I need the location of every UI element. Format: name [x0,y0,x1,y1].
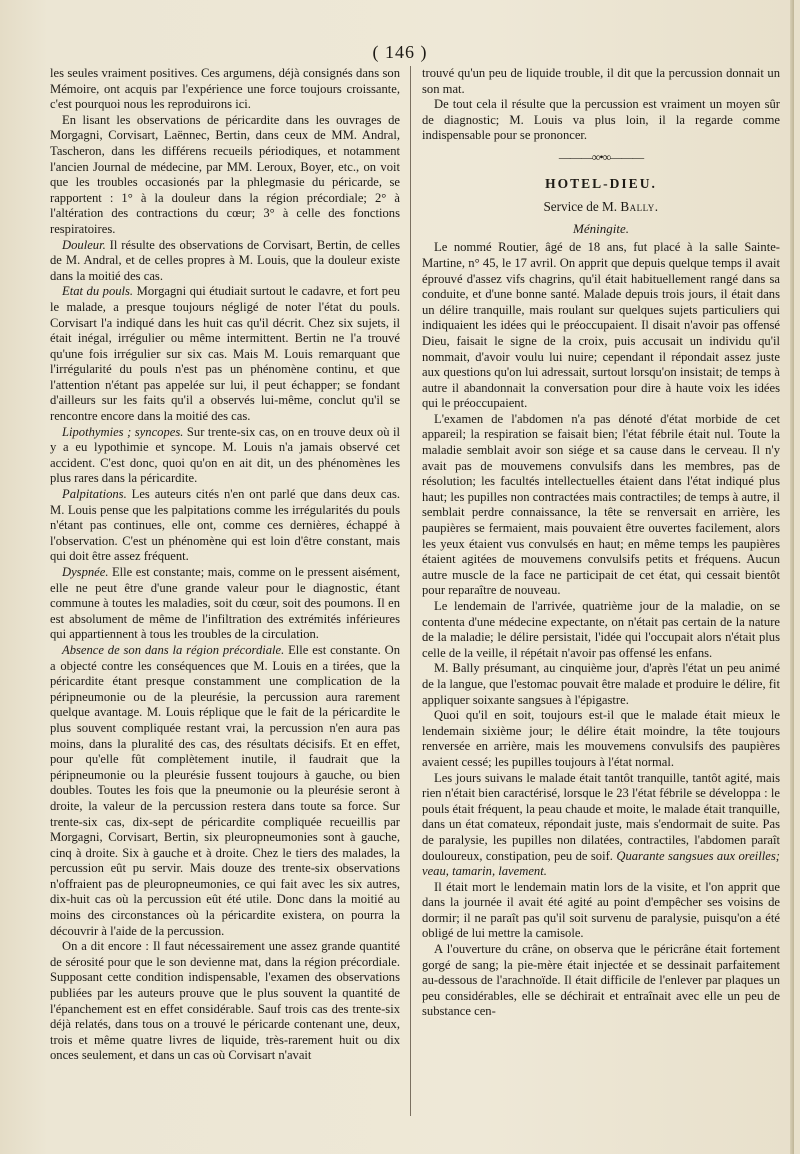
paragraph [50,643,400,939]
paragraph [50,66,400,113]
paragraph-heading: Etat du pouls. [62,284,134,299]
paragraph-text: L'examen de l'abdomen n'a pas dénoté d'état morbide de cet appareil; la respiration se faisait bien; l'état fébrile était nul. Toute la maladie semblait avoir son siége et sa cause dans le cerveau. Il n'y avait pas de mouvemens convulsifs dans les membres, pas de résolution; les facultés intellectuelles étaient dans l'état indiqué plus haut; les pupilles non contractées mais contractiles; de temps à autre, il semblait perdre connaissance, la tête se renversait en arrière, les paupières se fermaient, mais pouvaient être ouvertes facilement, alors les yeux étaient vus convulsés en haut; en même temps les paupières étaient agitées de mouvemens convulsifs petits et fréquens. Aucun autre muscle de la face ne participait de cet état, qui cessait bientôt pour reparaître de nouveau. [422,411,780,598]
paragraph-text: Morgagni qui étudiait surtout le cadavre, et fort peu le malade, a presque toujours négligé de noter l'état du pouls. Corvisart l'a indiqué dans les huit cas qu'il décrit. Chez six sujets, il était inégal, irrégulier ou même intermittent. Bertin ne l'a trouvé qu'une fois irrégulier sur six cas. Mais M. Louis remarquant que l'irrégularité du pouls n'est pas un phénomène continu, et que l'attention n'étant pas appelée sur lui, il peut échapper; se fondant d'ailleurs sur les faits qu'il a observés lui-même, conclut qu'il se rencontre encore dans la moitié des cas. [50,284,400,424]
paragraph-text: Les auteurs cités n'en ont parlé que dans deux cas. M. Louis pense que les palpitations comme les irrégularités du pouls n'étant pas continues, elle ont, comme ces dernières, échappé à l'observation. C'est un phénomène qui est loin d'être constant, mais qui doit être assez fréquent. [50,487,400,564]
paragraph-heading: Absence de son dans la région précordiale. [62,642,285,657]
service-line [422,199,780,215]
paragraph [50,238,400,285]
paragraph [50,425,400,487]
paragraph-text: On a dit encore : Il faut nécessairement une assez grande quantité de sérosité pour que le son devienne mat, dans la région précordiale. Supposant cette condition indispensable, l'examen des observations publiées par les auteurs prouve que le plus souvent la quantité de l'épanchement est en effet considérable. Sauf trois cas des trente-six déjà relatés, dans tous on a trouvé le péricarde contenant une, deux, trois et même quatre livres de liquide, très-rarement huit ou dix onces seulement, et dans un cas où Corvisart n'avait [50,939,400,1063]
paragraph-text: Il était mort le lendemain matin lors de la visite, et l'on apprit que dans la journée il avait été agité au point d'empêcher ses voisins de dormir; il ne paraît pas qu'il soit survenu de paralysie, puisqu'on a été obligé de lui mettre la camisole. [422,879,780,941]
paragraph [50,487,400,565]
page-edge [790,0,794,1154]
paragraph-heading: Lipothymies ; syncopes. [62,424,184,439]
service-name: Bally. [620,199,659,215]
paragraph-text: En lisant les observations de péricardite dans les ouvrages de Morgagni, Corvisart, Laënnec, Bertin, dans ceux de MM. Andral, Tascheron, dans les différens recueils périodiques, et notamment l'ancien Journal de médecine, par MM. Leroux, Boyer, etc., on voit que les troubles occasionés par la phlegmasie du péricarde, se rapportent : 1° à la douleur dans la région précordiale; 2° à l'altération des contractions du cœur; 3° à celle des fonctions respiratoires. [50,112,400,236]
paragraph-text: les seules vraiment positives. Ces argumens, déjà consignés dans son Mémoire, ont acquis par l'expérience une force toujours croissante, c'est pourquoi nous les reproduirons ici. [50,66,400,112]
section-ornament: ———∞•∞——— [558,149,644,164]
paragraph-text: Le nommé Routier, âgé de 18 ans, fut placé à la salle Sainte-Martine, n° 45, le 17 avril. On apprit que depuis quelque temps il avait éprouvé d'assez vifs chagrins, qu'il était habituellement rangé dans sa conduite, et d'une bonne santé. Malade depuis trois jours, il était dans un délire tranquille, mais roulant sur quelques sujets particuliers qui indiquaient les idées qui le préoccupaient. Il disait n'avoir pas offensé Dieu, faisait le signe de la croix, puis accusait un individu qu'il nommait, d'avoir voulu lui nuire; cependant il répondait assez juste aux questions qu'on lui adressait, surtout lorsqu'on insistait; de temps à autre il abandonnait la conversation pour dire à haute voix les idées qui le préoccupaient. [422,240,780,411]
right-column-body [422,240,780,1020]
service-prefix: Service de M. [543,199,621,215]
paragraph [50,565,400,643]
paragraph [50,939,400,1064]
paragraph-text: M. Bally présumant, au cinquième jour, d'après l'état un peu animé de la langue, que l'estomac pouvait être malade et produire le délire, fit appliquer soixante sangsues à l'épigastre. [422,661,780,707]
paragraph-text: Le lendemain de l'arrivée, quatrième jour de la maladie, on se contenta d'une médecine expectante, on n'était pas certain de la nature de la maladie; le délire persistait, l'idée qui l'occupait alors n'était plus celle de la veille, il répétait n'avoir pas offensé les enfans. [422,599,780,660]
right-column-intro [422,66,780,144]
page-number: ( 146 ) [372,42,428,62]
paragraph [422,661,780,708]
paragraph-heading: Palpitations. [62,487,127,502]
paragraph [422,942,780,1020]
right-column [422,66,780,1020]
paragraph [422,66,780,97]
prescription-text: Quarante sangsues aux oreilles; veau, tamarin, lavement. [422,848,780,879]
paragraph [422,412,780,599]
paragraph-text: Elle est constante; mais, comme on le pressent aisément, elle ne peut être d'une grande valeur pour le diagnostic, étant commune à toutes les maladies, soit du cœur, soit des poumons. Il en est absolument de même de l'infiltration des extrémités inférieures qui appartiennent à tous les troubles de la circulation. [50,565,400,642]
paragraph [50,284,400,424]
paragraph-text: A l'ouverture du crâne, on observa que le péricrâne était fortement gorgé de sang; la pie-mère était injectée et se dessinait parfaitement au-dessous de l'arachnoïde. Il était difficile de l'enlever par plaques un peu considérables, elle se déchirait et entraînait avec elle un peu de substance cen- [422,942,780,1019]
paragraph-text: Quoi qu'il en soit, toujours est-il que le malade était mieux le lendemain sixième jour; le délire était moindre, la tête toujours renversée en arrière, mais les mouvemens convulsifs des paupières avaient cessé; les pupilles toujours à l'état normal. [422,708,780,769]
paragraph [422,240,780,412]
paragraph [50,113,400,238]
hospital-title: HOTEL-DIEU. [545,175,657,191]
paragraph-heading: Douleur. [62,237,106,252]
paragraph [422,599,780,661]
paragraph [422,880,780,942]
paragraph [422,708,780,770]
case-title: Méningite. [573,220,629,236]
paragraph-text: Les jours suivans le malade était tantôt tranquille, tantôt agité, mais rien n'était bien caractérisé, lorsque le 23 l'état fébrile se développa : le pouls était fréquent, la peau chaude et moite, le malade était tranquille, dans un état comateux, répondait juste, mais s'endormait de suite. Pas de paralysie, les pupilles non dilatées, contractiles, l'abdomen paraît douloureux, constipation, peu de soif. [422,770,780,863]
left-column [50,66,400,1064]
paragraph-text: trouvé qu'un peu de liquide trouble, il dit que la percussion donnait un son mat. [422,66,780,96]
paragraph [422,97,780,144]
paragraph-heading: Dyspnée. [62,565,109,579]
column-divider [410,66,411,1116]
paragraph-text: Il résulte des observations de Corvisart, Bertin, de celles de M. Andral, et de celles propres à M. Louis, que la douleur existe dans la moitié des cas. [50,237,400,283]
paragraph [422,771,780,880]
paragraph-text: Sur trente-six cas, on en trouve deux où il y a eu lypothimie et syncope. M. Louis n'a jamais observé cet accident. C'est donc, quoi qu'on en ait dit, un des phénomènes les plus rares dans la péricardite. [50,424,401,486]
paragraph-text: Elle est constante. On a objecté contre les conséquences que M. Louis en a tirées, que la péricardite étant presque constamment une complication de la péripneumonie ou de la pleurésie, la percussion aura rarement quelque avantage. M. Louis réplique que le fait de la péricardite le plus souvent compliquée restant vrai, la percussion n'en aura pas moins, dans la pluralité des cas, des résultats décisifs. Et en effet, pour qu'elle fût complètement inutile, il faudrait que la péripneumonie ou la pleurésie fussent toujours à gauche, ou bien doubles. Toutes les fois que la pneumonie ou la pleurésie seront à droite, la valeur de la percussion restera dans toute sa force. Sur trente-six cas, dix-sept de péricardite compliquée recueillis par Morgagni, Corvisart, Bertin, six pleuropneumonies sont à gauche, cinq à droite. Six à gauche et à droite. Chez le tiers des malades, la percussion eût pu servir. Mais douze des trente-six observations n'offraient pas de pleuropneumonies, ce qui fait avec les six autres, dix-huit cas où la percussion eût été utile. Donc dans la moitié au moins des circonstances où la péricardite existera, on pourra la découvrir à l'aide de la percussion. [50,642,401,938]
paragraph-text: De tout cela il résulte que la percussion est vraiment un moyen sûr de diagnostic; M. Louis va plus loin, il la regarde comme indispensable pour se prononcer. [422,97,780,143]
